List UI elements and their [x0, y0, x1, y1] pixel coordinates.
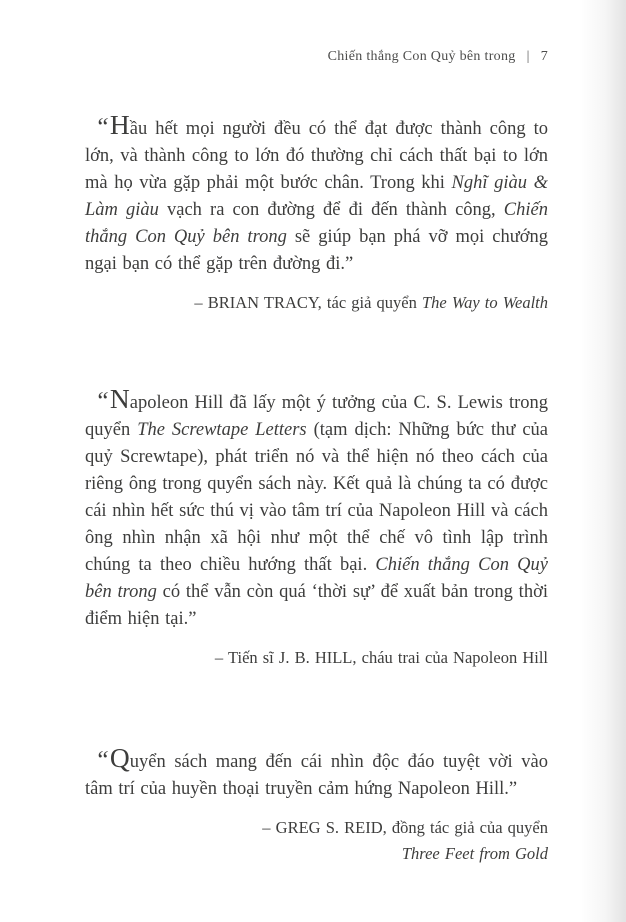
running-title: Chiến thắng Con Quỷ bên trong — [327, 49, 516, 64]
quote-initial-letter: H — [109, 109, 130, 140]
open-quote-mark: “ — [95, 747, 109, 774]
quote-body: apoleon Hill đã lấy một ý tưởng của C. S. Lewis trong quyển The Screwtape Letters (tạm dịch: Những bức thư của quỷ Screwtape), phát triển nó và thể hiện nó theo cách của riêng ông trong quyển sách này. Kết quả là chúng ta có được cái nhìn hết sức thú vị vào tâm trí của Napoleon Hill và cách ông nhìn nhận xã hội như một thể chế vô tình lập trình chúng ta theo chiều hướng thất bại. Chiến thắng Con Quỷ bên trong có thể vẫn còn quá ‘thời sự’ để xuất bản trong thời điểm hiện tại.” — [85, 393, 549, 629]
page-number: 7 — [540, 49, 548, 64]
quote-section-brian-tracy — [85, 109, 549, 316]
page-edge-shadow — [580, 0, 626, 922]
quote-text — [85, 109, 549, 278]
quote-initial-letter: Q — [109, 742, 130, 773]
quote-section-greg-reid — [85, 742, 548, 867]
quote-text — [85, 742, 548, 803]
quote-body: ầu hết mọi người đều có thể đạt được thành công to lớn, và thành công to lớn đó thường chỉ cách thất bại to lớn mà họ vừa gặp phải một bước chân. Trong khi Nghĩ giàu & Làm giàu vạch ra con đường để đi đến thành công, Chiến thắng Con Quỷ bên trong sẽ giúp bạn phá vỡ mọi chướng ngại bạn có thể gặp trên đường đi.” — [85, 119, 549, 274]
quote-body: uyển sách mang đến cái nhìn độc đáo tuyệt vời vào tâm trí của huyền thoại truyền cảm hứng Napoleon Hill.” — [85, 752, 548, 799]
quote-text — [85, 383, 549, 633]
quote-initial-letter: N — [109, 383, 130, 414]
header-separator: | — [526, 49, 530, 64]
quote-section-jb-hill — [85, 383, 549, 671]
quote-attribution: – Tiến sĩ J. B. HILL, cháu trai của Napoleon Hill — [214, 648, 548, 667]
open-quote-mark: “ — [95, 388, 109, 415]
quote-attribution: – GREG S. REID, đồng tác giả của quyển Three Feet from Gold — [262, 818, 548, 863]
page-header — [85, 48, 548, 66]
open-quote-mark: “ — [95, 114, 109, 141]
quote-attribution: – BRIAN TRACY, tác giả quyển The Way to Wealth — [194, 293, 548, 312]
